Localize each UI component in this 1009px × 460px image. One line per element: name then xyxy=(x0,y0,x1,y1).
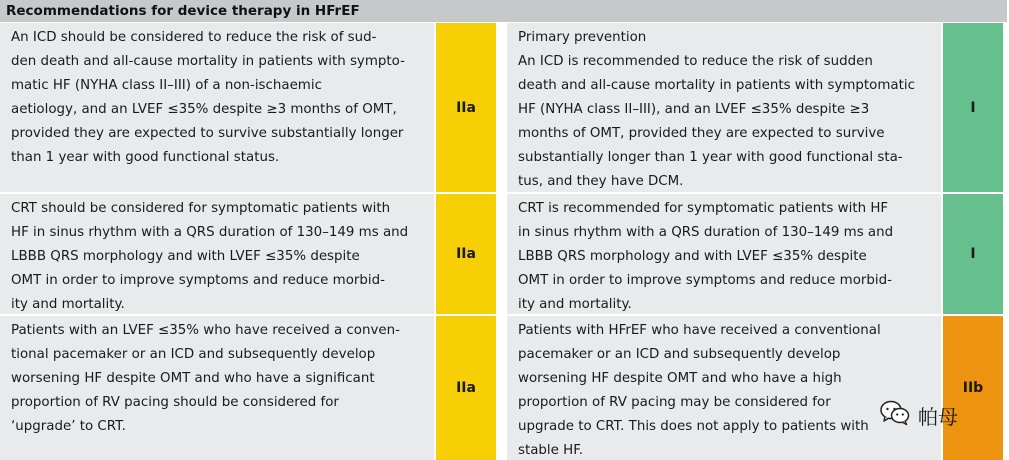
new-recommendation-cell xyxy=(507,316,941,460)
class-badge-old: IIa xyxy=(436,23,496,192)
old-recommendation-text: An ICD should be considered to reduce the risk of sud- den death and all-cause mortality in patients with sympto- matic HF (NYHA class II–III) of a non-ischaemic aetiology, and an LVEF ≤35% despite ≥3 months of OMT, provided they are expected to survive substantially longer than 1 year with good functional status. xyxy=(11,30,405,165)
table-header: Recommendations for device therapy in HFrEF xyxy=(0,0,1007,22)
class-badge-new: IIb xyxy=(943,316,1003,460)
new-recommendation-cell xyxy=(507,23,941,192)
table-body xyxy=(0,23,1007,459)
class-badge-new: I xyxy=(943,23,1003,192)
old-recommendation-cell xyxy=(0,316,434,460)
old-recommendation-text: Patients with an LVEF ≤35% who have received a conven- tional pacemaker or an ICD and subsequently develop worsening HF despite OMT and who have a significant proportion of RV pacing should be considered for ‘upgrade’ to CRT. xyxy=(11,323,400,434)
new-recommendation-text: Patients with HFrEF who have received a conventional pacemaker or an ICD and subsequently develop worsening HF despite OMT and who have a high proportion of RV pacing may be considered for upgrade to CRT. This does not apply to patients with stable HF. xyxy=(518,323,881,458)
column-divider xyxy=(498,194,505,314)
class-badge-old: IIa xyxy=(436,316,496,460)
old-recommendation-text: CRT should be considered for symptomatic patients with HF in sinus rhythm with a QRS duration of 130–149 ms and LBBB QRS morphology and with LVEF ≤35% despite OMT in order to improve symptoms and reduce morbid- ity and mortality. xyxy=(11,201,409,312)
column-divider xyxy=(498,23,505,192)
old-recommendation-cell xyxy=(0,23,434,192)
column-divider xyxy=(498,316,505,460)
old-recommendation-cell xyxy=(0,194,434,314)
new-recommendation-text: CRT is recommended for symptomatic patients with HF in sinus rhythm with a QRS duration of 130–149 ms and LBBB QRS morphology and with LVEF ≤35% despite OMT in order to improve symptoms and reduce morbid- ity and mortality. xyxy=(518,201,894,312)
watermark xyxy=(880,400,958,430)
new-recommendation-text: Primary prevention An ICD is recommended to reduce the risk of sudden death and all-cause mortality in patients with symptomatic HF (NYHA class II–III), and an LVEF ≤35% despite ≥3 months of OMT, provided they are expected to survive substantially longer than 1 year with good functional sta- tus, and they have DCM. xyxy=(518,30,915,189)
watermark-text: 帕母 xyxy=(918,404,958,429)
class-badge-new: I xyxy=(943,194,1003,314)
wechat-icon xyxy=(880,400,910,430)
new-recommendation-cell xyxy=(507,194,941,314)
class-badge-old: IIa xyxy=(436,194,496,314)
